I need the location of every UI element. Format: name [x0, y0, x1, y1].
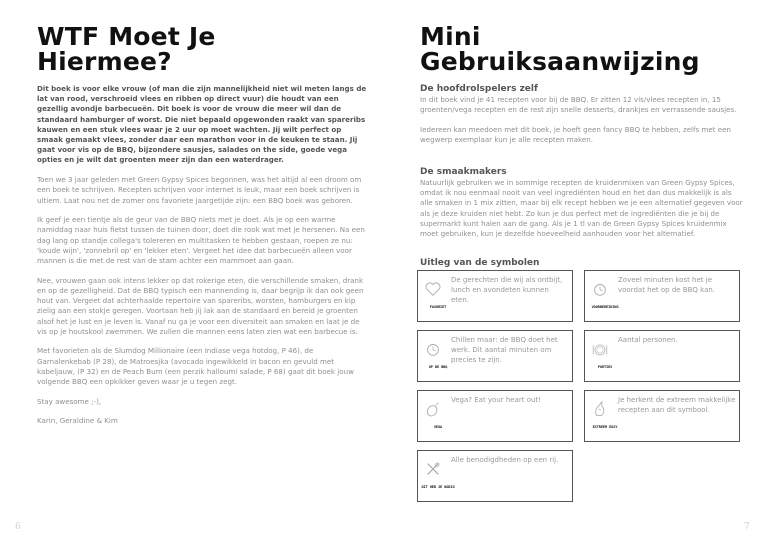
symbol-card-voorbereiding [584, 270, 740, 322]
symbol-card-vega [417, 390, 573, 442]
left-page-title [37, 24, 216, 74]
lemon-icon [424, 400, 442, 418]
clock-icon [591, 280, 609, 298]
paragraph: In dit boek vind je 41 recepten voor bij de BBQ. Er zitten 12 vis/vlees recepten in, 15 groenten/vega recepten en de rest zijn snelle desserts, drankjes en verrassende sausjes. [420, 95, 737, 115]
symbol-card-dit-heb-je-nodig [417, 450, 573, 502]
paragraph: Nee, vrouwen gaan ook intens lekker op dat rokerige eten, die verschillende smaken, drank en op de gezelligheid. Dat de BBQ typisch een mannending is, daar begrijp ik dan ook geen hout van. Vergeet dat achterhaalde repertoire van spareribs, worsten, hamburgers en kip zielig aan een stokje geregen. Voortaan heb jij lak aan de standaard en bereid je groenten alsof het je lust en je leven is. Vanaf nu ga je voor een diversiteit aan smaken en laat je de vis op je houtskool zwemmen. We zullen die mannen eens laten zien wat een barbecue is. [37, 275, 364, 336]
page-number: 6 [15, 522, 21, 532]
section-heading-smaakmakers: De smaakmakers [420, 167, 507, 177]
symbol-description: Alle benodigdheden op een rij. [451, 456, 559, 464]
section2-body [420, 178, 745, 249]
symbol-label: DIT HEB JE NODIG [421, 485, 455, 489]
symbol-description: Zoveel minuten kost het je voordat het op de BBQ kan. [618, 276, 716, 294]
section1-body [420, 95, 745, 155]
symbol-description: Vega? Eat your heart out! [451, 396, 542, 404]
sign-off: Stay awesome ;-), [37, 396, 102, 406]
left-page [0, 0, 382, 541]
symbol-description: Je herkent de extreem makkelijke recepten aan dit symbool. [618, 396, 736, 414]
intro-paragraph: Dit boek is voor elke vrouw (of man die zijn mannelijkheid niet wil meten langs de lat van rood, verschroeid vlees en ribben op direct vuur) die houdt van een gezellig avondje barbecueën. Dit boek is voor de vrouw die meer wil dan de standaard hamburger of worst. Die niet bepaald opgewonden raakt van spareribs kauwen en een stuk vlees waar je 2 uur op moet wachten. Jij wilt perfect op smaak gemaakt vlees, zonder daar een marathon voor in de keuken te staan. Jij gaat voor vis op de BBQ, bijzondere sausjes, salades on the side, goede vega opties en je wilt dat groenten meer zijn dan een waterdrager. [37, 84, 367, 165]
left-body [37, 84, 367, 436]
heart-icon [424, 280, 442, 298]
title-line-2: Hiermee? [37, 47, 172, 76]
authors: Karin, Geraldine & Kim [37, 416, 118, 426]
symbol-label: EXTREEM EASY [592, 425, 618, 429]
paragraph: Toen we 3 jaar geleden met Green Gypsy Spices begonnen, was het altijd al een droom om een boek te schrijven. Recepten schrijven voor internet is leuk, maar een boek schrijven is ultiem. Laat nou net de zomer ons favoriete jaargetijde zijn: een BBQ boek was geboren. [37, 175, 362, 205]
symbol-label: PORTIES [597, 365, 613, 369]
symbol-description: Aantal personen. [618, 336, 678, 344]
plate-icon [591, 340, 609, 358]
paragraph: Met favorieten als de Slumdog Millionaire (een Indiase vega hotdog, P 46), de Garnalenkebab (P 28), de Matroesjka (avocado ingewikkeld in bacon en gevuld met kabeljauw, (P 32) en de Peach Bum (een perzik halloumi salade, P 68) gaat dit boek jouw volgende BBQ een opkikker geven waar je u tegen zegt. [37, 346, 354, 387]
unicorn-icon [591, 400, 609, 418]
right-page [383, 0, 765, 541]
section-heading-hoofdrolspelers: De hoofdrolspelers zelf [420, 84, 538, 94]
symbol-label: VEGA [433, 425, 443, 429]
title-line-1: Mini [420, 22, 481, 51]
title-line-2: Gebruiksaanwijzing [420, 47, 700, 76]
symbol-label: VOORBEREIDING [591, 305, 619, 309]
symbol-card-favoriet [417, 270, 573, 322]
symbol-card-op-de-bbq [417, 330, 573, 382]
clock-icon [424, 340, 442, 358]
symbol-card-extreem-easy [584, 390, 740, 442]
paragraph: Natuurlijk gebruiken we in sommige recepten de kruidenmixen van Green Gypsy Spices, omdat ik nou eenmaal nooit van veel ingrediënten houd en het dan dus makkelijk is als alle smaken in 1 mix zitten, maar bij elk recept hebben we je een alternatief gegeven voor als je deze kruiden niet hebt. Zo kun je dus perfect met de ingrediënten die je bij de supermarkt kunt halen aan de gang. Als je 1 tl van de Green Gypsy Spices kruidenmix moet gebruiken, kun je dezelfde hoeveelheid aanhouden voor het alternatief. [420, 178, 743, 239]
page-number: 7 [744, 522, 750, 532]
section-heading-symbolen: Uitleg van de symbolen [420, 258, 540, 268]
symbol-label: FAVORIET [429, 305, 447, 309]
symbol-description: Chillen maar: de BBQ doet het werk. Dit aantal minuten om precies te zijn. [451, 336, 558, 364]
symbol-description: De gerechten die wij als ontbijt, lunch en avondeten kunnen eten. [451, 276, 563, 304]
utensils-icon [424, 460, 442, 478]
right-page-title [420, 24, 700, 74]
paragraph: Iedereen kan meedoen met dit boek, je hoeft geen fancy BBQ te hebben, zelfs met een wegwerp exemplaar kun je alle recepten maken. [420, 124, 732, 145]
symbol-card-porties [584, 330, 740, 382]
paragraph: Ik geef je een tientje als de geur van de BBQ niets met je doet. Als je op een warme namiddag naar huis fietst tussen de tuinen door, doet die rook wat met je hersenen. Na een dag lang op standje collega's tolereren en multitasken te hebben gestaan, roepen ze nu: 'koude wijn', 'zonnebril op' en 'lekker eten'. Vergeet het idee dat barbecueën alleen voor mannen is die met de rest van de stam achter een mammoet aan gaan. [37, 215, 365, 266]
symbol-label: OP DE BBQ [428, 365, 448, 369]
title-line-1: WTF Moet Je [37, 22, 216, 51]
